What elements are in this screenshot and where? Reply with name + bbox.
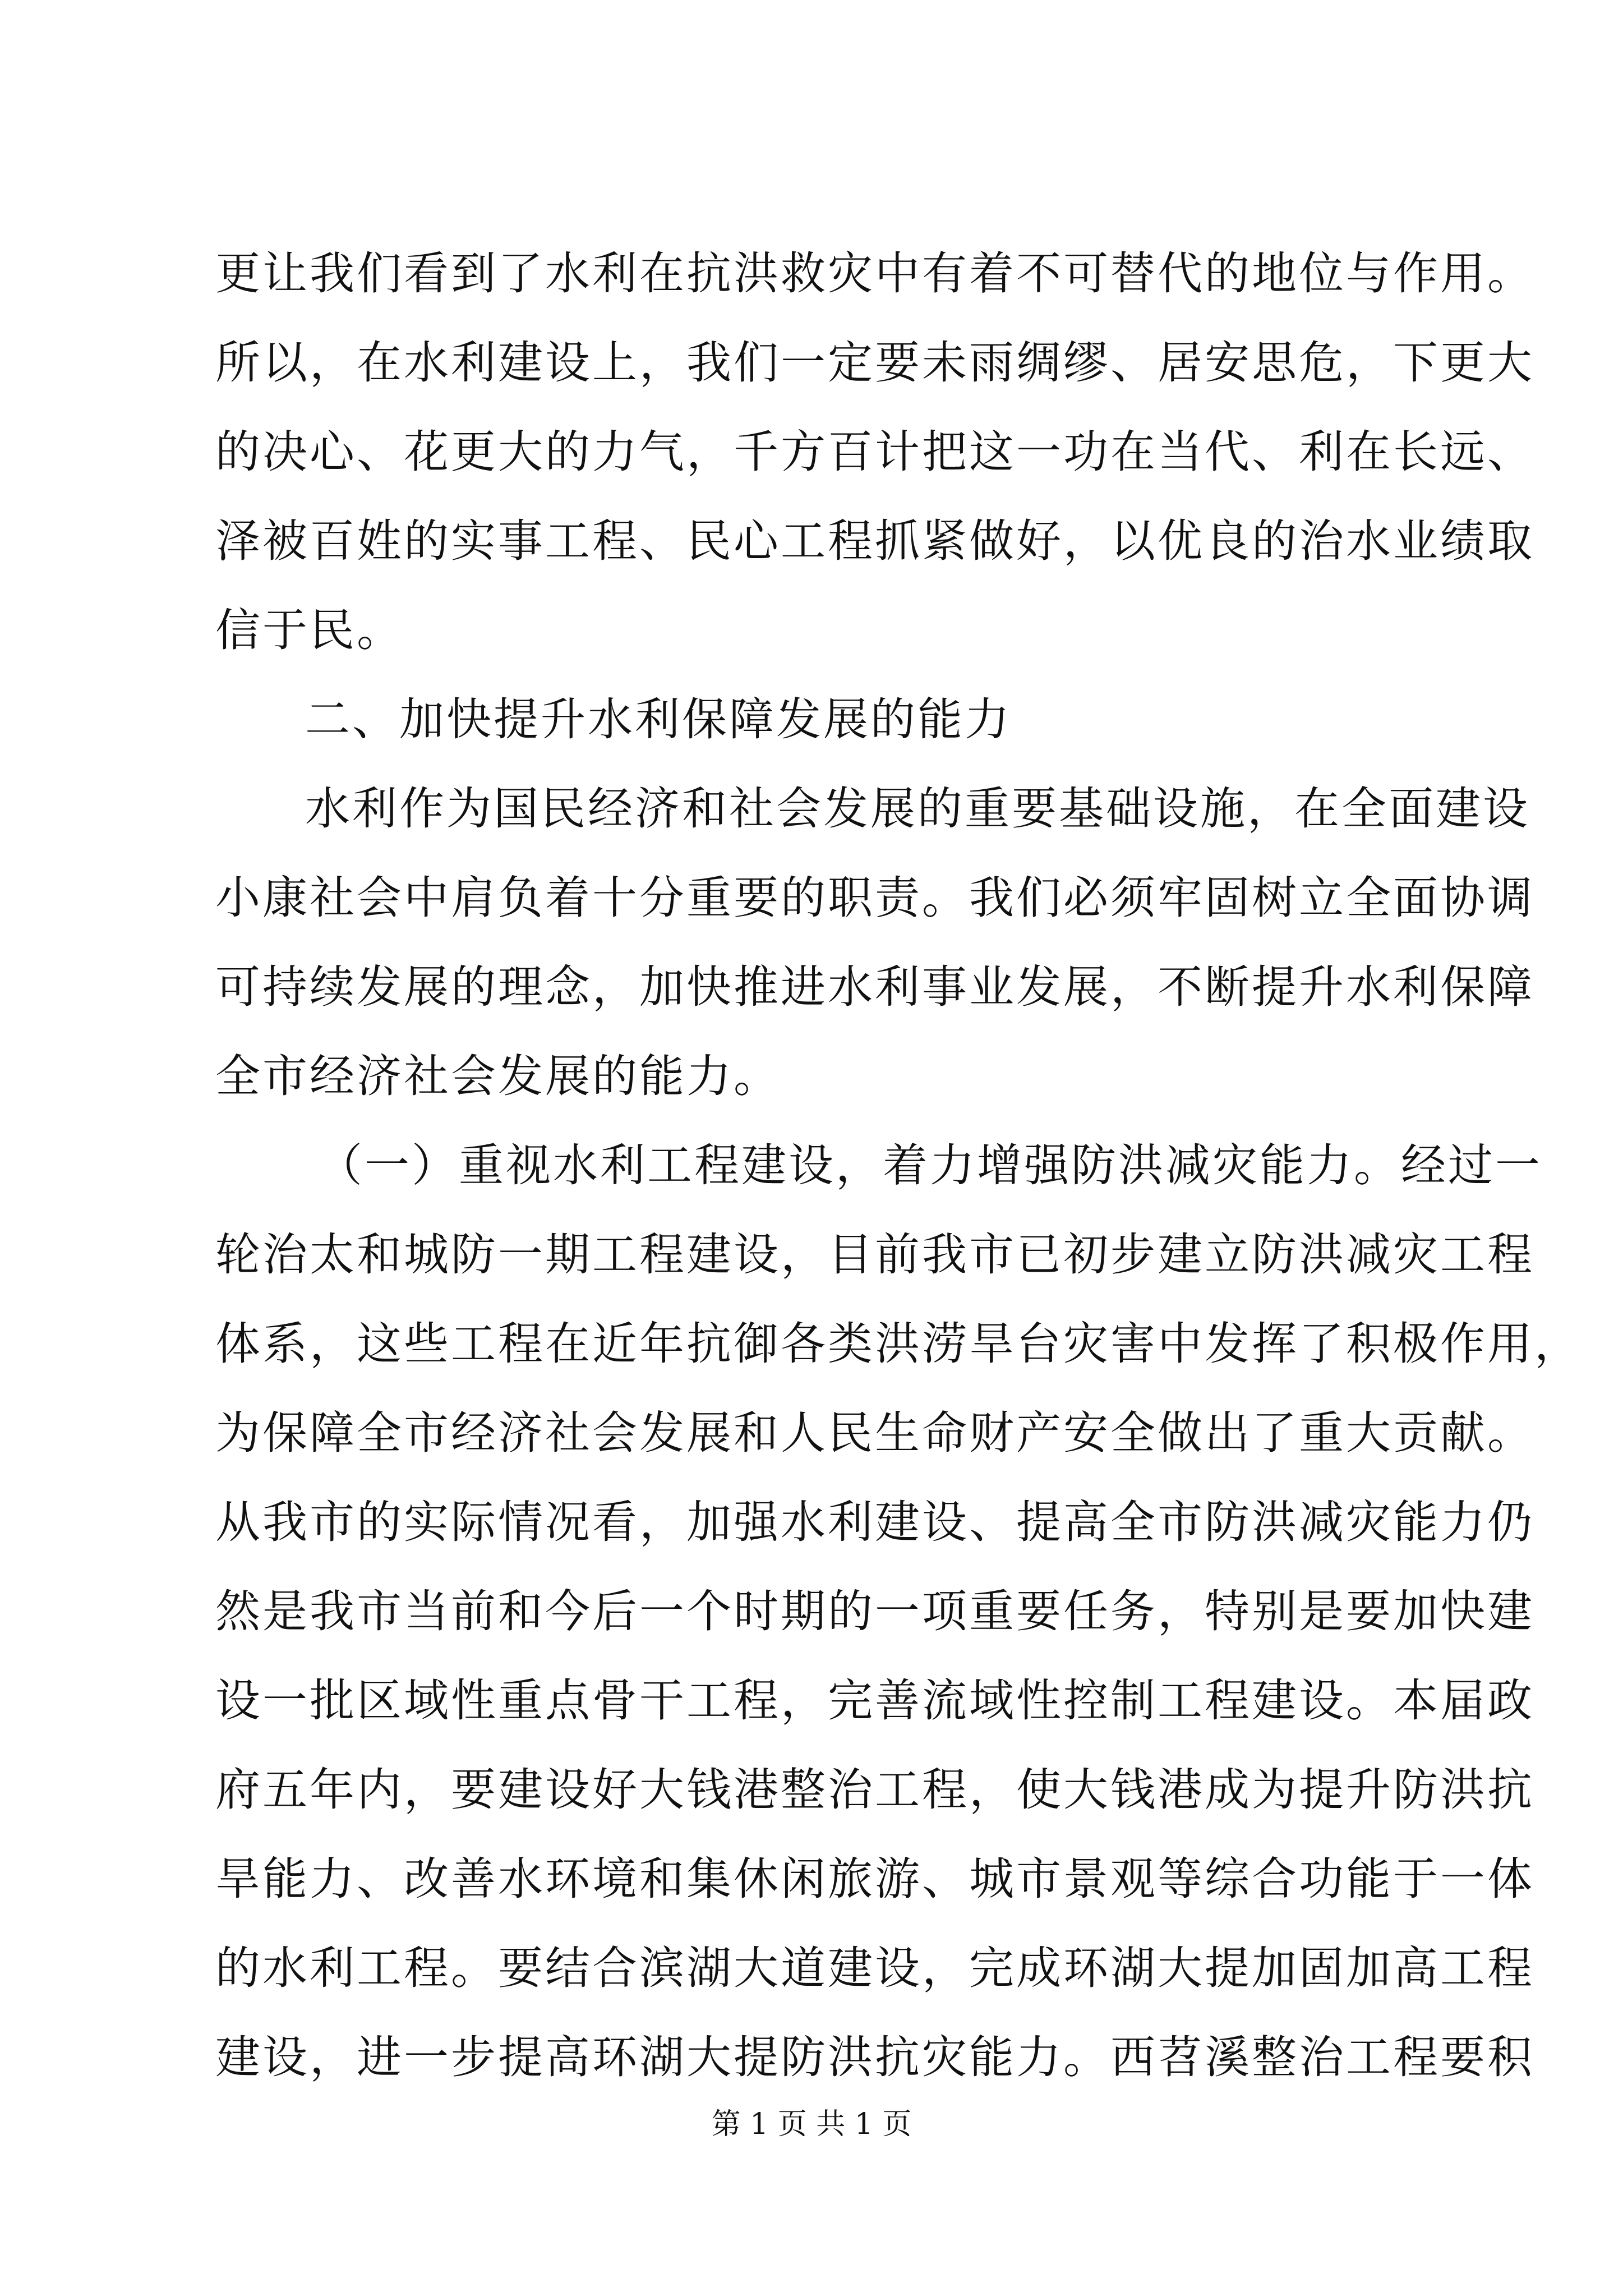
text-line: 府五年内，要建设好大钱港整治工程，使大钱港成为提升防洪抗 [215,1764,1534,1816]
text-line: 设一批区域性重点骨干工程，完善流域性控制工程建设。本届政 [215,1674,1534,1727]
text-line: 的决心、花更大的力气，千方百计把这一功在当代、利在长远、 [215,426,1534,478]
section-heading: 二、加快提升水利保障发展的能力 [305,693,1012,746]
text-line: 全市经济社会发展的能力。 [215,1050,781,1102]
text-line: 建设，进一步提高环湖大提防洪抗灾能力。西苕溪整治工程要积 [215,2031,1534,2083]
text-line: 更让我们看到了水利在抗洪救灾中有着不可替代的地位与作用。 [215,247,1534,300]
subsection-heading: （一）重视水利工程建设，着力增强防洪减灾能力。经过一 [317,1139,1542,1191]
text-line: 水利作为国民经济和社会发展的重要基础设施，在全面建设 [305,783,1530,835]
text-line: 体系，这些工程在近年抗御各类洪涝旱台灾害中发挥了积极作用， [215,1318,1581,1370]
text-line: 信于民。 [215,604,404,656]
text-line: 可持续发展的理念，加快推进水利事业发展，不断提升水利保障 [215,961,1534,1013]
text-line: 所以，在水利建设上，我们一定要未雨绸缪、居安思危，下更大 [215,337,1534,389]
text-line: 泽被百姓的实事工程、民心工程抓紧做好，以优良的治水业绩取 [215,515,1534,567]
page-number-footer: 第 1 页 共 1 页 [711,2108,912,2141]
text-line: 从我市的实际情况看，加强水利建设、提高全市防洪减灾能力仍 [215,1496,1534,1548]
text-line: 然是我市当前和今后一个时期的一项重要任务，特别是要加快建 [215,1585,1534,1637]
text-line: 为保障全市经济社会发展和人民生命财产安全做出了重大贡献。 [215,1407,1534,1459]
text-line: 旱能力、改善水环境和集休闲旅游、城市景观等综合功能于一体 [215,1853,1534,1905]
text-line: 小康社会中肩负着十分重要的职责。我们必须牢固树立全面协调 [215,872,1534,924]
text-line: 的水利工程。要结合滨湖大道建设，完成环湖大提加固加高工程 [215,1942,1534,1994]
text-line: 轮治太和城防一期工程建设，目前我市已初步建立防洪减灾工程 [215,1228,1534,1281]
